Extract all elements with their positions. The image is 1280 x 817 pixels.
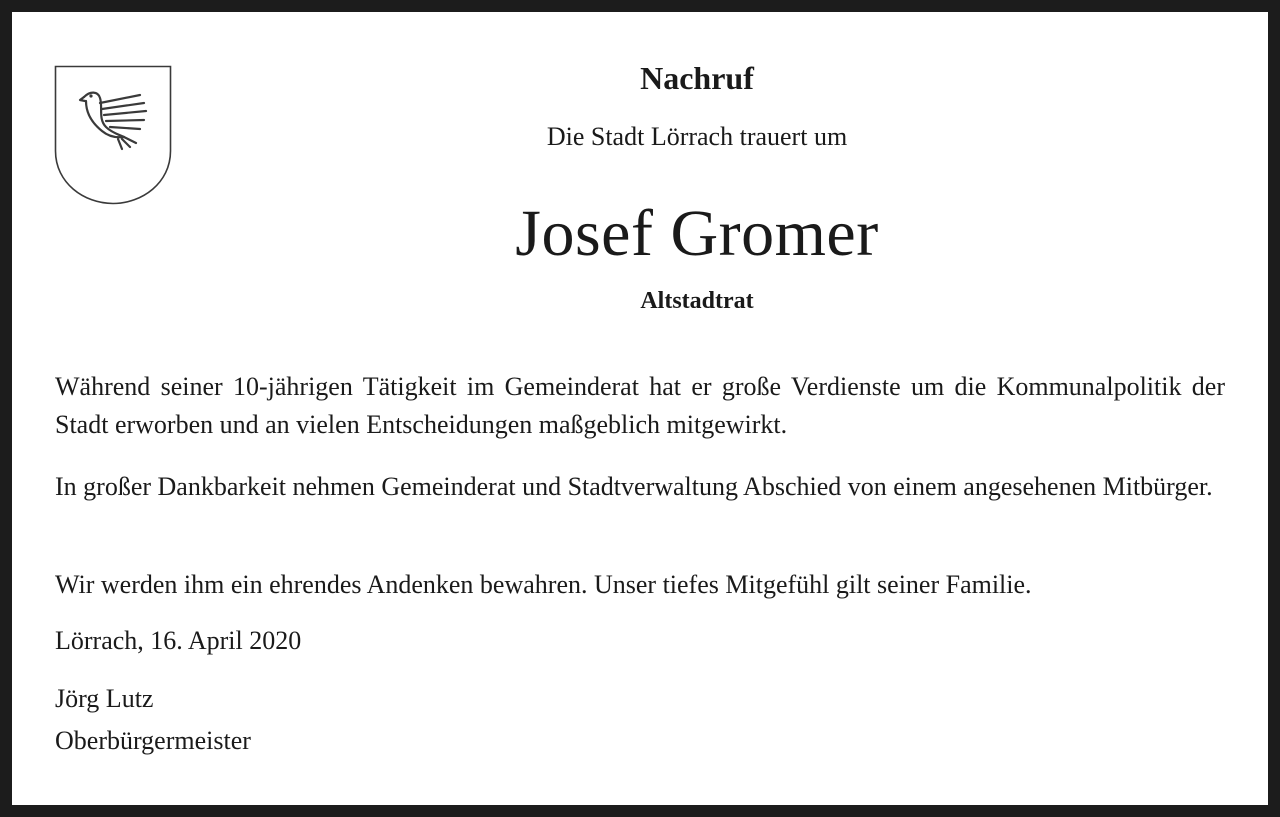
obituary-notice <box>12 12 1268 805</box>
paragraph-farewell: In großer Dankbarkeit nehmen Gemeinderat und Stadtverwaltung Abschied von einem angesehenen Mitbürger. <box>55 472 1213 501</box>
deceased-name: Josef Gromer <box>515 197 879 270</box>
notice-intro: Die Stadt Lörrach trauert um <box>546 122 848 151</box>
signatory-name: Jörg Lutz <box>55 684 154 713</box>
notice-heading: Nachruf <box>640 60 754 96</box>
place-date: Lörrach, 16. April 2020 <box>55 626 302 655</box>
paragraph-tribute: Während seiner 10-jährigen Tätigkeit im Gemeinderat hat er große Verdienste um die Kommunalpolitik der Stadt erworben und an vielen Entscheidungen maßgeblich mitgewirkt. <box>55 372 1225 439</box>
deceased-role: Altstadtrat <box>640 288 754 314</box>
paragraph-condolence: Wir werden ihm ein ehrendes Andenken bewahren. Unser tiefes Mitgefühl gilt seiner Familie. <box>55 570 1032 599</box>
signatory-title: Oberbürgermeister <box>55 726 251 755</box>
